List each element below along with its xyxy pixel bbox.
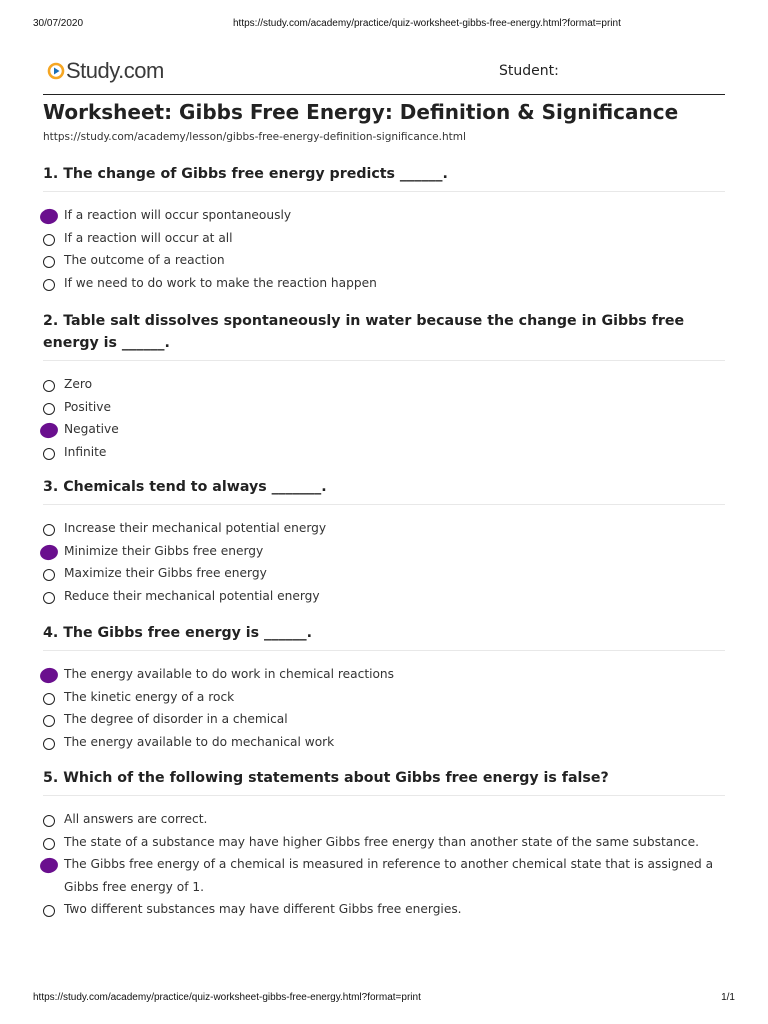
radio-button[interactable] [43,380,55,392]
answer-text: Minimize their Gibbs free energy [64,543,264,558]
answer-option[interactable] [43,441,725,464]
question-divider [43,360,725,361]
question-1 [43,163,725,294]
question-2 [43,310,725,463]
answer-text: Increase their mechanical potential energy [64,521,327,535]
answer-text: Negative [64,422,119,436]
selected-answer-mark [39,421,60,439]
answer-option[interactable] [43,663,725,686]
radio-button[interactable] [43,693,55,705]
footer-url: https://study.com/academy/practice/quiz-worksheet-gibbs-free-energy.html?format=print [33,992,421,1003]
answer-text: All answers are correct. [64,812,208,826]
study-logo [47,58,164,84]
question-text: 3. Chemicals tend to always _______. [43,479,327,495]
answer-text: Positive [64,399,111,414]
print-date: 30/07/2020 [33,18,84,29]
answer-option[interactable] [43,540,725,563]
answer-option[interactable] [43,898,725,921]
logo-text: Study.com [66,58,164,83]
answer-text: If a reaction will occur spontaneously [64,208,292,222]
answer-option[interactable] [43,272,725,295]
question-divider [43,650,725,651]
lesson-url: https://study.com/academy/lesson/gibbs-free-energy-definition-significance.html [43,131,466,143]
student-label: Student: [499,63,559,79]
answer-option[interactable] [43,585,725,608]
selected-answer-mark [39,543,60,561]
selected-answer-mark [39,207,60,225]
radio-button[interactable] [43,569,55,581]
answer-text: Two different substances may have different Gibbs free energies. [64,902,462,916]
radio-button[interactable] [43,715,55,727]
question-4 [43,622,725,753]
answer-options [43,373,725,463]
answer-text: The energy available to do mechanical work [64,734,335,749]
question-text: 5. Which of the following statements about Gibbs free energy is false? [43,770,609,786]
answer-option[interactable] [43,808,725,831]
radio-button[interactable] [43,905,55,917]
answer-option[interactable] [43,396,725,419]
answer-text: Zero [64,377,93,391]
question-text: 2. Table salt dissolves spontaneously in water because the change in Gibbs free energy is ______. [43,313,685,351]
question-divider [43,795,725,796]
radio-button[interactable] [43,256,55,268]
answer-options [43,808,725,921]
answer-option[interactable] [43,249,725,272]
radio-button[interactable] [43,403,55,415]
radio-button[interactable] [43,524,55,536]
answer-text: The state of a substance may have higher Gibbs free energy than another state of the same substance. [64,834,699,849]
header-divider [43,94,725,95]
page-number: 1/1 [721,992,735,1003]
question-3 [43,476,725,607]
radio-button[interactable] [43,815,55,827]
play-circle-icon [47,62,65,80]
answer-option[interactable] [43,517,725,540]
radio-button[interactable] [43,738,55,750]
answer-option[interactable] [43,831,725,854]
answer-text: The Gibbs free energy of a chemical is measured in reference to another chemical state that is assigned a Gibbs free energy of 1. [64,857,714,894]
answer-option[interactable] [43,373,725,396]
answer-text: Maximize their Gibbs free energy [64,566,267,580]
radio-button[interactable] [43,838,55,850]
answer-options [43,663,725,753]
question-text: 1. The change of Gibbs free energy predicts ______. [43,166,448,182]
radio-button[interactable] [43,234,55,246]
answer-option[interactable] [43,731,725,754]
question-divider [43,504,725,505]
answer-options [43,517,725,607]
radio-button[interactable] [43,592,55,604]
answer-option[interactable] [43,686,725,709]
page-title: Worksheet: Gibbs Free Energy: Definition & Significance [43,100,679,124]
answer-option[interactable] [43,418,725,441]
answer-text: Infinite [64,444,107,459]
question-divider [43,191,725,192]
selected-answer-mark [39,666,60,684]
answer-option[interactable] [43,708,725,731]
answer-option[interactable] [43,204,725,227]
radio-button[interactable] [43,448,55,460]
answer-text: The degree of disorder in a chemical [64,712,288,726]
answer-text: Reduce their mechanical potential energy [64,588,320,603]
radio-button[interactable] [43,279,55,291]
answer-text: The outcome of a reaction [64,253,225,267]
print-url: https://study.com/academy/practice/quiz-worksheet-gibbs-free-energy.html?format=print [233,18,621,29]
selected-answer-mark [39,856,60,874]
answer-option[interactable] [43,853,725,898]
answer-option[interactable] [43,227,725,250]
answer-option[interactable] [43,562,725,585]
question-text: 4. The Gibbs free energy is ______. [43,625,312,641]
answer-options [43,204,725,294]
answer-text: The kinetic energy of a rock [64,689,235,704]
answer-text: If a reaction will occur at all [64,230,233,245]
answer-text: If we need to do work to make the reaction happen [64,275,377,290]
question-5 [43,767,725,921]
answer-text: The energy available to do work in chemical reactions [64,667,395,681]
